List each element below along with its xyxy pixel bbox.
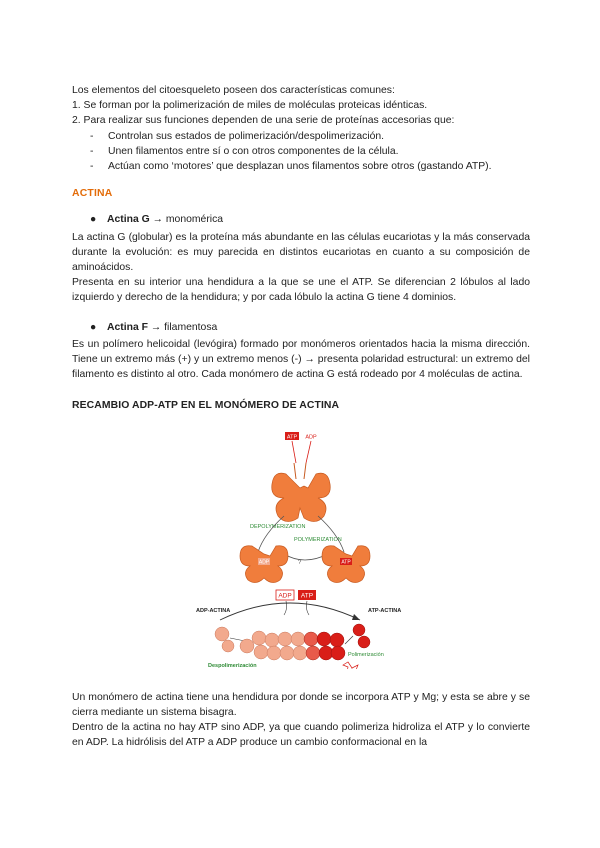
atp-actina-label: ATP-ACTINA — [368, 607, 402, 614]
top-actin-monomer — [272, 463, 331, 522]
actina-f-paragraph: Es un polímero helicoidal (levógira) formado por monómeros orientados hacia la misma dirección. Tiene un extremo más (+) y un extremo menos (-) → presenta polaridad estructural: un extremo del filamento es distinto al otro. Cada monómero de actina G está rodeado por 4 moléculas de actina. — [72, 338, 530, 381]
free-atp-monomer — [353, 624, 365, 636]
bullet-icon: ● — [90, 214, 97, 226]
list-item: - Controlan sus estados de polimerización/despolimerización. — [72, 129, 530, 144]
actin-filament — [240, 631, 345, 660]
section-title-recambio: RECAMBIO ADP-ATP EN EL MONÓMERO DE ACTINA — [72, 400, 340, 412]
accessory-protein-list — [72, 129, 530, 175]
atp-exchange-label: ATP — [300, 592, 314, 600]
intro-line: Los elementos del citoesqueleto poseen dos características comunes: — [72, 85, 395, 96]
intro-item-2: 2. Para realizar sus funciones dependen de una serie de proteínas accesorias que: — [72, 115, 455, 127]
exchange-arrow — [220, 603, 360, 620]
free-adp-monomer — [215, 627, 229, 641]
left-adp-label: ADP — [258, 559, 270, 566]
actina-g-paragraph-1: La actina G (globular) es la proteína más abundante en las células eucariotas y la más conservada durante la evolución: es muy parecida en distintos eucariotas en cuanto a su composición de aminoácidos. — [72, 231, 530, 274]
svg-text:?: ? — [298, 559, 302, 566]
list-item: - Actúan como ‘motores’ que desplazan unos filamentos sobre otros (gastando ATP). — [72, 159, 530, 174]
top-adp-label: ADP — [305, 434, 317, 441]
polymerization-label: POLYMERIZATION — [294, 536, 342, 543]
despolimerizacion-label: Despolimerización — [208, 662, 257, 669]
polimerizacion-label: Polimerización — [348, 651, 384, 658]
bullet-icon: ● — [90, 321, 97, 333]
adp-actina-label: ADP-ACTINA — [196, 607, 231, 614]
phosphate-release-icon — [343, 662, 362, 669]
bullet-actina-g — [72, 212, 530, 227]
actina-g-label: Actina G — [107, 214, 150, 226]
adp-atp-exchange-figure — [72, 424, 530, 669]
section-title-actina: ACTINA — [72, 188, 113, 200]
top-atp-label: ATP — [286, 434, 298, 441]
recambio-paragraph-1: Un monómero de actina tiene una hendidura por donde se incorpora ATP y Mg; y esta se abre y se cierra mediante un sistema bisagra. — [72, 691, 530, 718]
bullet-actina-f — [72, 320, 530, 335]
actina-f-label: Actina F — [107, 321, 148, 333]
actina-f-arrow: → filamentosa — [150, 321, 218, 333]
right-atp-label: ATP — [341, 559, 351, 566]
document-page — [72, 83, 530, 750]
actina-g-arrow: → monomérica — [152, 214, 224, 226]
list-item: - Unen filamentos entre sí o con otros componentes de la célula. — [72, 144, 530, 159]
adp-exchange-label: ADP — [278, 592, 292, 600]
actina-g-paragraph-2: Presenta en su interior una hendidura a la que se une el ATP. Se diferencian 2 lóbulos al lado izquierdo y derecho de la hendidura; y por cada lóbulo la actina G tiene 4 dominios. — [72, 277, 530, 304]
recambio-paragraph-2: Dentro de la actina no hay ATP sino ADP, ya que cuando polimeriza hidroliza el ATP y lo convierte en ADP. La hidrólisis del ATP a ADP produce un cambio conformacional en la — [72, 722, 530, 749]
free-atp-monomer — [358, 636, 370, 648]
depolymerization-label: DEPOLYMERIZATION — [250, 523, 306, 530]
intro-item-1: 1. Se forman por la polimerización de miles de moléculas proteicas idénticas. — [72, 100, 428, 112]
free-adp-monomer — [222, 640, 234, 652]
